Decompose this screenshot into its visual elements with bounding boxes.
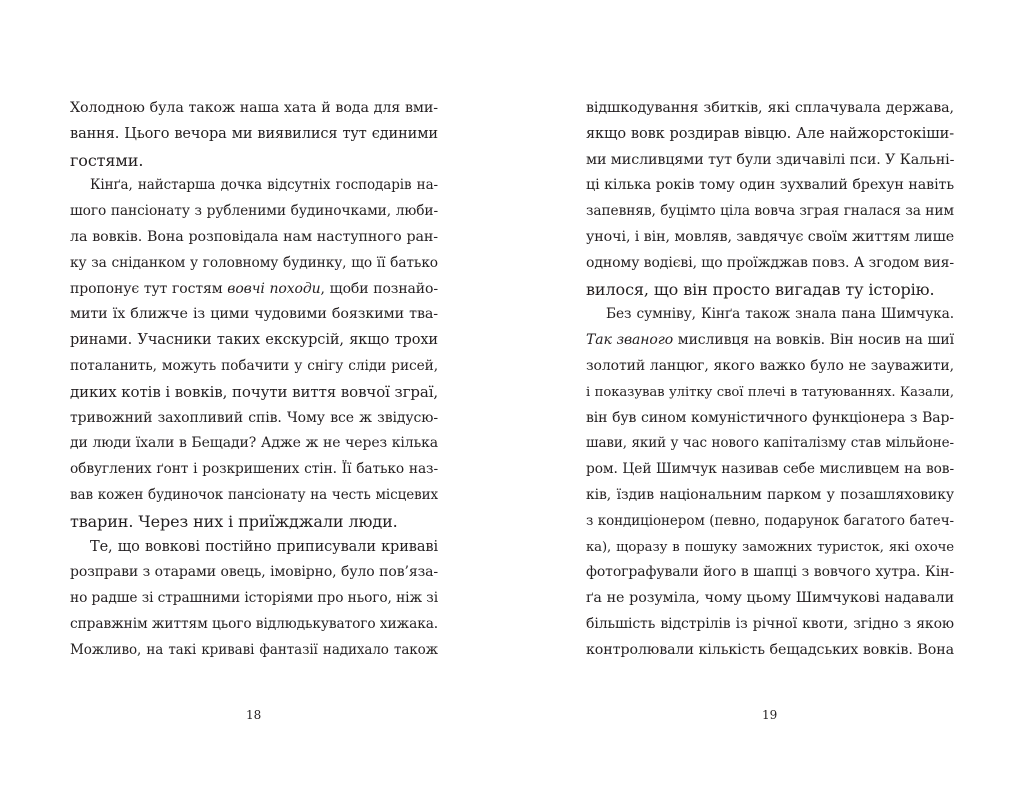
text-segment: , щоби познайо- [320,280,438,297]
page-number: 18 [246,708,262,722]
text-line: і показував улітку свої плечі в татуюваннях. Казали, [586,384,954,400]
text-segment: мисливця на вовків. Він носив на шиї [673,332,954,349]
text-line-mixed [70,277,438,303]
text-line: фотографували його в шапці з вовчого хутра. Кін- [586,564,954,581]
text-line: золотий ланцюг, якого важко було не зауважити, [586,357,954,374]
text-line: ла вовків. Вона розповідала нам наступного ран- [70,228,438,245]
right-page-text [586,96,954,664]
text-line: ку за сніданком у головному будинку, що її батько [70,254,438,271]
text-line: но радше зі страшними історіями про нього, ніж зі [70,590,438,607]
text-line: Можливо, на такі криваві фантазії надихало також [70,641,438,658]
text-line: шого пансіонату з рубленими будиночками, люби- [70,203,438,220]
italic-phrase: Так званого [586,332,674,349]
text-line: ди люди їхали в Бещади? Адже ж не через кілька [70,435,438,452]
text-line: ці кілька років тому один зухвалий брехун навіть [586,177,954,194]
text-line: ми мисливцями тут були здичавілі пси. У Кальні- [586,151,955,168]
text-line: розправи з отарами овець, імовірно, було пов’яза- [70,564,438,581]
text-line: одному водієві, що проїжджав повз. А згодом вия- [586,254,955,271]
text-line: вилося, що він просто вигадав ту історію. [586,279,935,299]
text-line: ром. Цей Шимчук називав себе мисливцем на вов- [586,461,954,478]
text-line: мити їх ближче із цими чудовими боязкими тва- [70,306,438,323]
page-number: 19 [762,708,778,722]
text-line: поталанить, можуть побачити у снігу сліди рисей, [70,357,438,374]
text-line: відшкодування збитків, які сплачувала держава, [586,100,954,116]
text-line: якщо вовк роздирав вівцю. Але найжорстокіши- [586,125,954,142]
text-line: Холодною була також наша хата й вода для вми- [70,100,438,116]
text-line: він був сином комуністичного функціонера з Вар- [586,409,954,426]
text-line: Те, що вовкові постійно приписували криваві [90,538,438,555]
text-line: запевняв, буцімто ціла вовча зграя гналася за ним [586,203,954,220]
italic-phrase: вовчі походи [227,280,321,297]
text-line: вання. Цього вечора ми виявилися тут єдиними [70,125,438,142]
text-line: Без сумніву, Кінґа також знала пана Шимчука. [606,306,954,323]
text-line: справжнім життям цього відлюдькуватого хижака. [70,615,439,632]
text-line-mixed [586,328,954,354]
text-line: вав кожен будиночок пансіонату на честь місцевих [70,486,438,503]
text-line: шави, який у час нового капіталізму став мільйоне- [586,435,954,452]
text-line: обвуглених ґонт і розкришених стін. Її батько наз- [70,461,438,478]
text-segment: пропонує тут гостям [70,280,228,297]
text-line: тривожний захопливий спів. Чому все ж звідусю- [70,409,438,426]
text-line: ґа не розуміла, чому цьому Шимчукові надавали [586,590,954,607]
text-line: ринами. Учасники таких екскурсій, якщо трохи [70,332,438,349]
text-line: уночі, і він, мовляв, завдячує своїм життям лише [586,228,955,245]
text-line: тварин. Через них і приїжджали люди. [70,511,398,531]
text-line: з кондиціонером (певно, подарунок багатого батеч- [586,512,954,529]
text-line: більшість відстрілів із річної квоти, згідно з якою [586,615,954,632]
text-line: ків, їздив національним парком у позашляховику [586,486,954,503]
text-line: Кінґа, найстарша дочка відсутніх господарів на- [90,177,438,194]
text-line: диких котів і вовків, почути виття вовчої зграї, [70,382,439,401]
text-line: ка), щоразу в пошуку заможних туристок, які охоче [586,539,954,555]
text-line: контролювали кількість бещадських вовків. Вона [586,641,954,658]
left-page-text [70,96,438,664]
text-line: гостями. [70,150,144,170]
